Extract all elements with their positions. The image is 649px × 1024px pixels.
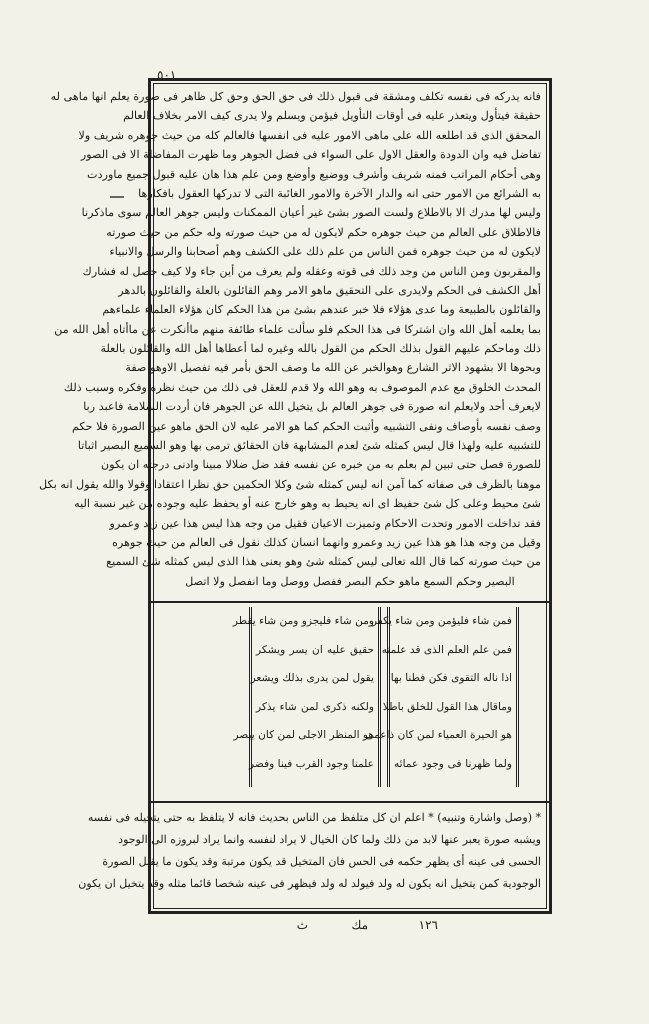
- text-line: فمن شاء فليؤمن ومن شاء يكفر: [371, 615, 512, 627]
- text-line: الوجودية كمن يتخيل انه يكون له ولد فيولد له ولد فيظهر فى عينه شخصا قائما مثله وقد يتخيل ان يكون: [78, 877, 541, 890]
- text-line: حقيقة فيتأول ويتعذر عليه فى أوقات التأويل فيؤمن ويسلم ولا يدرى كيف الامر بخلاف العالم: [123, 109, 541, 123]
- text-line: للتشبيه عليه ولهذا قال ليس كمثله شئ لعدم المشابهة فان الحقائق ترمى بها وهو السميع البصير اثباتا: [77, 439, 541, 453]
- text-line: فالاطلاق على العالم من حيث جوهره حكم لايكون له من حيث صورته وله حكم من حيث صورته: [106, 225, 541, 239]
- text-line: وليس لها مدرك الا بالاطلاع ولست الصور بشئ غير أعيان الممكنات وليس جوهر العالم سوى ماذكرنا: [81, 206, 541, 220]
- text-line: أهل الكشف فى الحكم ولايدرى على التحقيق ماهو الامر وهم القائلون بالعلة والقائلون بالدهر: [118, 283, 541, 297]
- text-line: يقول لمن يدرى بذلك ويشعر: [250, 672, 374, 684]
- text-line: فقد تداخلت الامور وتحدت الاحكام وتميزت الاعيان فقيل من وجه هذا ليس هذا عين زيد وعمرو: [109, 516, 541, 530]
- text-line: وهى أحكام المراتب فمنه شريف وأشرف ووضيع وأوضع ومن علم هذا هان عليه قبول جميع ماوردت: [87, 167, 541, 181]
- text-line: للصورة فصل حتى تبين لم بعلم به من خبره عن نفسه فقد ضل ضلالا مبينا وادنى درجته ان يكون: [101, 458, 541, 472]
- note-block: [78, 807, 541, 895]
- poem-right-column: [365, 607, 519, 787]
- text-line: هو الحيرة العمياء لمن كان ذاعمى: [365, 729, 512, 741]
- text-line: وبحوها الا بشهود الاثر الشارع وهوالخبر عن الله ما وصف الحق بأمر فيه تفصيل الاوهو صفة: [125, 361, 541, 375]
- margin-mark: [110, 196, 124, 198]
- text-line: وصف نفسه بأوصاف ونفى التشبيه وأثبت الحكم كما هو الامر عليه لان الحق ماهو عين الصورة فلا حكم: [71, 419, 541, 433]
- text-line: فانه يدركه فى نفسه تكلف ومشقة فى قبول ذلك فى حق الحق وحق كل ظاهر فى صورة يعلم انها ماهى له: [50, 90, 541, 103]
- signature-mark: مك: [351, 918, 368, 932]
- text-line: ولما ظهرنا فى وجود عمائه: [394, 757, 512, 770]
- divider: [151, 601, 549, 603]
- divider: [151, 801, 549, 803]
- text-line: بما يعلمه أهل الله وان اشتركا فى هذا الحكم فلو سألت علماء طائفة منهم ماأنكرت عن ماأتاه أهل الله من: [54, 322, 541, 336]
- text-line: اذا ناله التقوى فكن فطنا بها: [390, 672, 512, 684]
- text-line: ومن شاء فليجزو ومن شاء يقطر: [232, 615, 374, 627]
- text-line: الحسى فى عينه أى يظهر حكمه فى الحس فان المتخيل قد يكون مرتبة وقد يكون ما يقبل الصورة: [102, 855, 541, 868]
- text-line: وقيل من وجه هذا هو هذا عين زيد وعمرو وانهما انسان كذلك نقول فى العالم من حيث جوهره: [112, 535, 541, 549]
- text-line: موهنا بالظرف فى صفاته كما آمن انه ليس كمثله شئ وكلا الحكمين حق نظرا اعتقادا وقولا والله يقول انه بكل: [39, 477, 541, 491]
- main-text-block: [39, 87, 541, 594]
- text-line: شئ محيط وعلى كل شئ حفيظ اى انه يحيط به وهو خارج عنه أو يحفظ عليه وجوده من غير نسبة اليه: [74, 497, 541, 511]
- text-line: حقيق عليه ان يسر ويشكر: [256, 643, 374, 656]
- text-line: ذلك وماحكم عليهم القول بذلك الحكم من القول بالله وغيره لما أعطاها أهل الله والقائلون بالعلة: [100, 342, 541, 356]
- text-line: به الشرائع من الامور حتى انه والدار الآخرة والامور الغائبة التى لا تدركها العقول بافكارها: [138, 186, 541, 200]
- text-line: ويشبه صورة يعبر عنها لابد من ذلك ولما كان الخيال لا يراد لنفسه وانما يراد لبروزه الى الوجود: [118, 833, 541, 846]
- text-line: البصير وحكم السمع ماهو حكم البصر ففصل ووصل وما انفصل ولا اتصل: [185, 574, 515, 588]
- text-line: لايعرف أحد ولايعلم انه صورة فى جوهر العالم بل يتخيل الله عن الجوهر فان أردت السلامة فاعبد ربا: [83, 400, 541, 414]
- footer-page-number: ١٢٦: [418, 918, 438, 932]
- text-line: من حيث صورته كما قال الله تعالى ليس كمثله شئ وهو يعنى هذا الذى ليس كمثله شئ السميع: [106, 555, 541, 569]
- text-line: تفاضل فيه وان الدودة والعقل الاول على السواء فى فضل الجوهر وما ظهرت المفاضلة الا فى الصور: [80, 148, 541, 162]
- poem-block: [151, 607, 549, 797]
- text-line: لايكون له من حيث جوهره فمن الناس من علم ذلك على الكشف وهم أصحابنا والرسل والانبياء: [109, 245, 541, 259]
- page-number: ٥٠١: [157, 68, 177, 82]
- text-line: وماقال هذا القول للخلق باطلا: [382, 700, 512, 713]
- text-line: المحدث الخلوق مع عدم الموصوف به وهو الله ولا قدم للعقل فى ذلك من حيث نظره وفكره وسبب ذلك: [63, 380, 541, 394]
- text-line: * (وصل واشارة وتنبيه) * اعلم ان كل متلفظ من الناس بحديث فانه لا يتلفظ به حتى يتخيله فى نفسه: [87, 811, 541, 824]
- text-line: هو المنظر الاجلى لمن كان يبصر: [233, 729, 374, 741]
- poem-left-column: [232, 607, 381, 787]
- text-line: المحقق الذى قد اطلعه الله على ماهى الامور عليه فى انفسها فالعالم كله من حيث جوهره شريف ولا: [78, 128, 541, 142]
- catchword: ث: [296, 918, 308, 932]
- text-line: علمنا وجود القرب فينا وفضر: [249, 757, 374, 770]
- text-line: فمن علم العلم الذى قد علمته: [381, 643, 512, 656]
- text-line: ولكنه ذكرى لمن شاء يذكر: [256, 700, 374, 713]
- text-line: والقائلون بالطبيعة وما عدى هؤلاء فلا خبر عندهم بشئ من هذا الحكم كان هؤلاء العلماء علماءهم: [102, 303, 541, 317]
- text-line: والمقربون ومن الناس من وجد ذلك فى قوته وعقله ولم يعرف من أين جاء ولا كيف حصل له فشارك: [82, 264, 541, 278]
- text-frame: [39, 78, 552, 914]
